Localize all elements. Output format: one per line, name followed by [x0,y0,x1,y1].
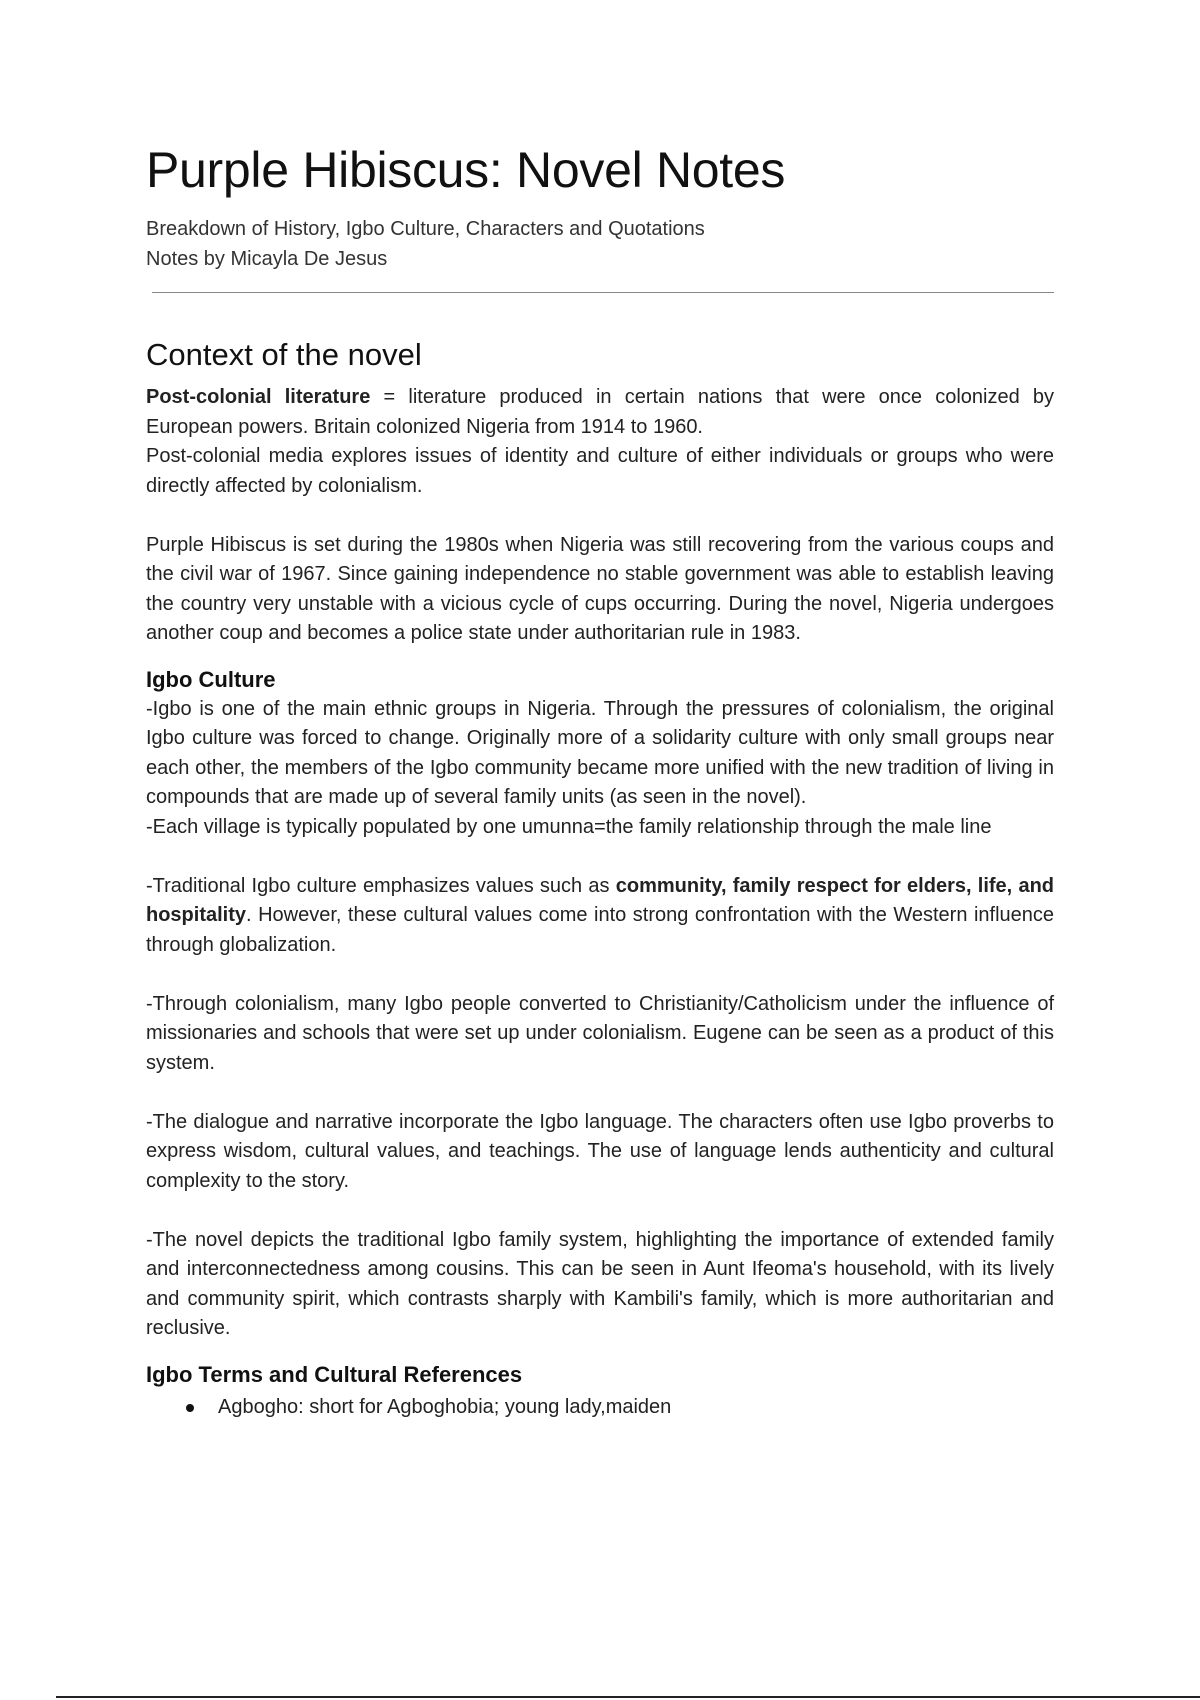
document-subtitle [146,214,1054,274]
section-heading-context: Context of the novel [146,337,422,372]
igbo-paragraph-umunna: -Each village is typically populated by one umunna=the family relationship through the male line [146,815,992,838]
subheading-igbo-culture: Igbo Culture [146,666,276,692]
values-text-post: . However, these cultural values come into strong confrontation with the Western influence through globalization. [146,904,1054,956]
values-bold: community, family respect for elders, life, and hospitality [146,874,1054,926]
term-post-colonial-literature: Post-colonial literature [146,386,371,408]
term-text: Agbogho: short for Agboghobia; young lady,maiden [218,1395,672,1418]
definition-text: = literature produced in certain nations that were once colonized by European powers. Britain colonized Nigeria from 1914 to 1960. [146,386,1054,438]
values-text-pre: -Traditional Igbo culture emphasizes values such as [146,874,616,897]
subtitle-line-author: Notes by Micayla De Jesus [146,248,388,270]
igbo-paragraph-values [146,872,1054,961]
context-paragraph-media: Post-colonial media explores issues of identity and culture of either individuals or groups who were directly affected by colonialism. [146,445,1054,497]
context-paragraph-definition [146,383,1054,442]
igbo-paragraph-family-system: -The novel depicts the traditional Igbo family system, highlighting the importance of extended family and interconnectedness among cousins. This can be seen in Aunt Ifeoma's household, with its lively and community spirit, which contrasts sharply with Kambili's family, which is more authoritarian and reclusive. [146,1228,1054,1339]
subheading-igbo-terms: Igbo Terms and Cultural References [146,1361,523,1387]
igbo-paragraph-ethnic-group: -Igbo is one of the main ethnic groups in Nigeria. Through the pressures of colonialism, the original Igbo culture was forced to change. Originally more of a solidarity culture with only small groups near each other, the members of the Igbo community became more unified with the new tradition of living in compounds that are made up of several family units (as seen in the novel). [146,697,1054,808]
document-title: Purple Hibiscus: Novel Notes [146,142,786,198]
igbo-paragraph-christianity: -Through colonialism, many Igbo people converted to Christianity/Catholicism under the influence of missionaries and schools that were set up under colonialism. Eugene can be seen as a product of this system. [146,992,1054,1074]
horizontal-divider [152,292,1054,293]
list-item [146,1392,1054,1422]
page-bottom-border [56,1696,1200,1698]
igbo-paragraph-language: -The dialogue and narrative incorporate the Igbo language. The characters often use Igbo proverbs to express wisdom, cultural values, and teachings. The use of language lends authenticity and cultural complexity to the story. [146,1110,1054,1192]
subtitle-line-topics: Breakdown of History, Igbo Culture, Characters and Quotations [146,218,705,240]
bullet-icon [186,1404,194,1412]
context-paragraph-setting: Purple Hibiscus is set during the 1980s when Nigeria was still recovering from the various coups and the civil war of 1967. Since gaining independence no stable government was able to establish leaving the country very unstable with a vicious cycle of cups occurring. During the novel, Nigeria undergoes another coup and becomes a police state under authoritarian rule in 1983. [146,533,1054,644]
igbo-terms-list [146,1392,1054,1422]
document-page [146,140,1054,1422]
